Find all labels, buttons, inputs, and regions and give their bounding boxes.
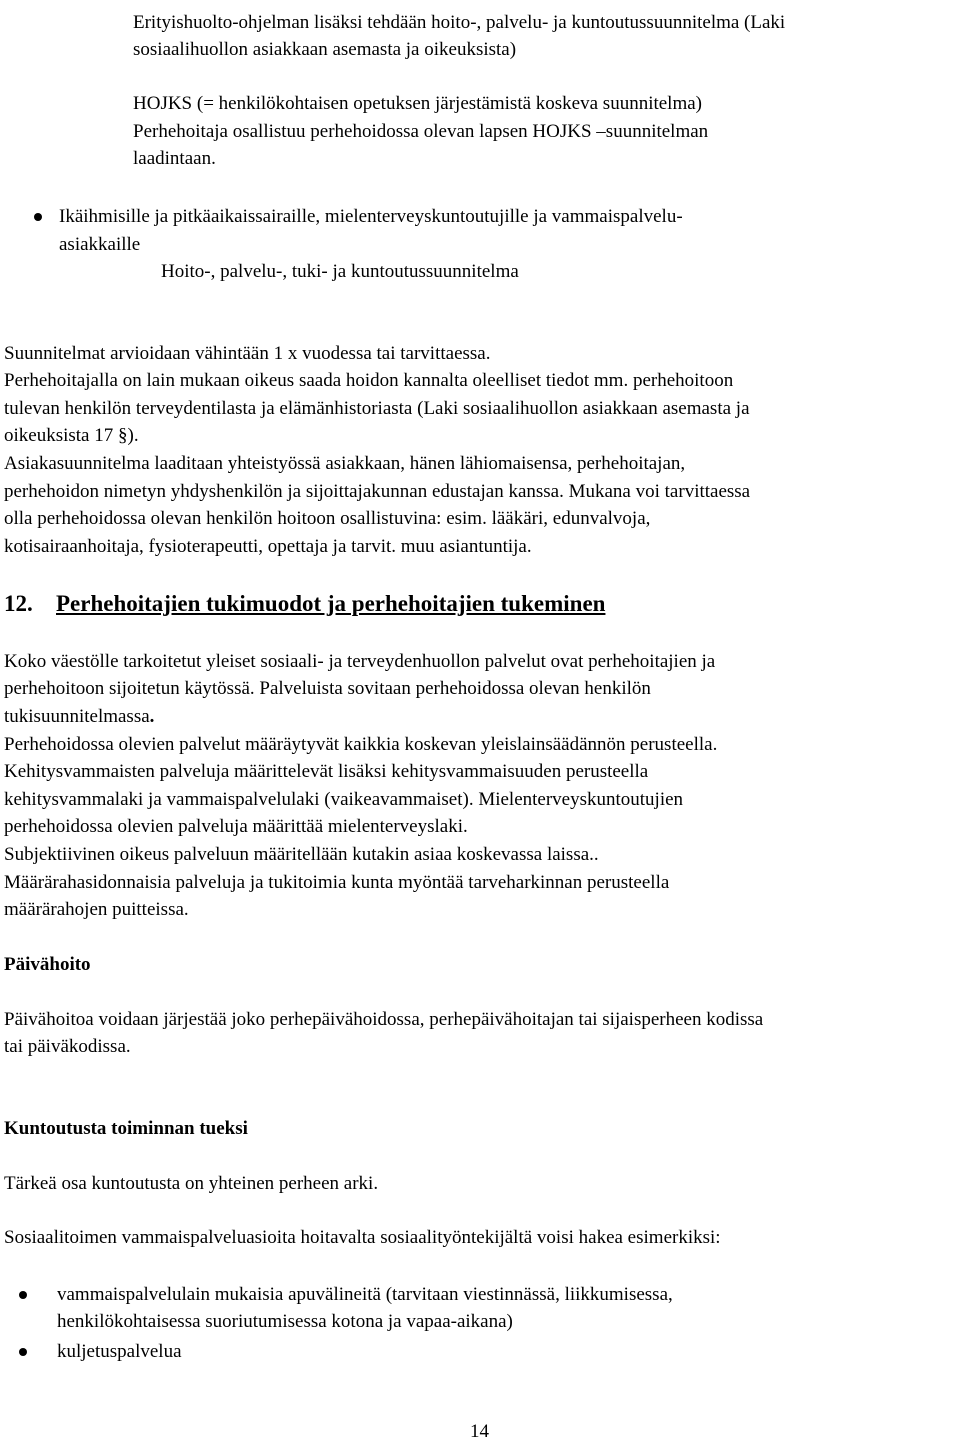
review-line: Asiakasuunnitelma laaditaan yhteistyössä asiakkaan, hänen lähiomaisensa, perhehoitajan,	[4, 453, 686, 474]
support-line1: Koko väestölle tarkoitetut yleiset sosiaali- ja terveydenhuollon palvelut ovat perhehoitajien ja	[4, 651, 716, 672]
rehab-heading: Kuntoutusta toiminnan tueksi	[4, 1118, 248, 1139]
top-block-line1: Erityishuolto-ohjelman lisäksi tehdään hoito-, palvelu- ja kuntoutussuunnitelma (Laki	[133, 12, 786, 33]
page-number: 14	[470, 1421, 489, 1442]
daycare-heading: Päivähoito	[4, 954, 91, 975]
support-line2: perhehoitoon sijoitetun käytössä. Palveluista sovitaan perhehoidossa olevan henkilön	[4, 678, 651, 699]
review-line: olla perhehoidossa olevan henkilön hoitoon osallistuvina: esim. lääkäri, edunvalvoja,	[4, 508, 651, 529]
review-line: Suunnitelmat arvioidaan vähintään 1 x vuodessa tai tarvittaessa.	[4, 343, 491, 364]
review-line: perhehoidon nimetyn yhdyshenkilön ja sijoittajakunnan edustajan kanssa. Mukana voi tarvittaessa	[4, 481, 751, 502]
daycare-line2: tai päiväkodissa.	[4, 1036, 131, 1057]
bullet-dot-icon	[34, 213, 42, 221]
social-text: Sosiaalitoimen vammaispalveluasioita hoitavalta sosiaalityöntekijältä voisi hakea esimerkiksi:	[4, 1227, 721, 1248]
section-title: Perhehoitajien tukimuodot ja perhehoitajien tukeminen	[56, 591, 606, 616]
hojks-line3: laadintaan.	[133, 148, 216, 169]
hojks-line2: Perhehoitaja osallistuu perhehoidossa olevan lapsen HOJKS –suunnitelman	[133, 121, 709, 142]
support-line3-period: .	[149, 706, 155, 727]
social-bullet1-line1: vammaispalvelulain mukaisia apuvälineitä (tarvitaan viestinnässä, liikkumisessa,	[57, 1284, 673, 1305]
support-line: Kehitysvammaisten palveluja määrittelevät lisäksi kehitysvammaisuuden perusteella	[4, 761, 649, 782]
support-line: perhehoidossa olevien palveluja määrittää mielenterveyslaki.	[4, 816, 468, 837]
rehab-text: Tärkeä osa kuntoutusta on yhteinen perheen arki.	[4, 1173, 379, 1194]
support-line: määrärahojen puitteissa.	[4, 899, 189, 920]
bullet-dot-icon	[19, 1348, 27, 1356]
support-line: kehitysvammalaki ja vammaispalvelulaki (vaikeavammaiset). Mielenterveyskuntoutujien	[4, 789, 684, 810]
top-block-line2: sosiaalihuollon asiakkaan asemasta ja oikeuksista)	[133, 39, 517, 60]
support-line3-text: tukisuunnitelmassa	[4, 706, 150, 727]
elderly-bullet-line2: asiakkaille	[59, 234, 141, 255]
hojks-line1: HOJKS (= henkilökohtaisen opetuksen järjestämistä koskeva suunnitelma)	[133, 93, 702, 114]
bullet-dot-icon	[19, 1291, 27, 1299]
support-line: Määrärahasidonnaisia palveluja ja tukitoimia kunta myöntää tarveharkinnan perusteella	[4, 872, 670, 893]
section-12-heading	[4, 589, 605, 619]
support-line: Perhehoidossa olevien palvelut määräytyvät kaikkia koskevan yleislainsäädännön perusteella.	[4, 734, 718, 755]
review-line: kotisairaanhoitaja, fysioterapeutti, opettaja ja tarvit. muu asiantuntija.	[4, 536, 532, 557]
elderly-plan: Hoito-, palvelu-, tuki- ja kuntoutussuunnitelma	[161, 261, 519, 282]
support-line3	[4, 703, 154, 730]
review-line: tulevan henkilön terveydentilasta ja elämänhistoriasta (Laki sosiaalihuollon asiakkaan asemasta ja	[4, 398, 750, 419]
elderly-bullet-line1: Ikäihmisille ja pitkäaikaissairaille, mielenterveyskuntoutujille ja vammaispalvelu-	[59, 206, 683, 227]
social-bullet1-line2: henkilökohtaisessa suoriutumisessa kotona ja vapaa-aikana)	[57, 1311, 513, 1332]
review-line: Perhehoitajalla on lain mukaan oikeus saada hoidon kannalta oleelliset tiedot mm. perhehoitoon	[4, 370, 734, 391]
social-bullet2: kuljetuspalvelua	[57, 1341, 182, 1362]
daycare-line1: Päivähoitoa voidaan järjestää joko perhepäivähoidossa, perhepäivähoitajan tai sijaisperheen kodissa	[4, 1009, 764, 1030]
support-line: Subjektiivinen oikeus palveluun määritellään kutakin asiaa koskevassa laissa..	[4, 844, 599, 865]
review-line: oikeuksista 17 §).	[4, 425, 139, 446]
section-number: 12.	[4, 591, 33, 616]
